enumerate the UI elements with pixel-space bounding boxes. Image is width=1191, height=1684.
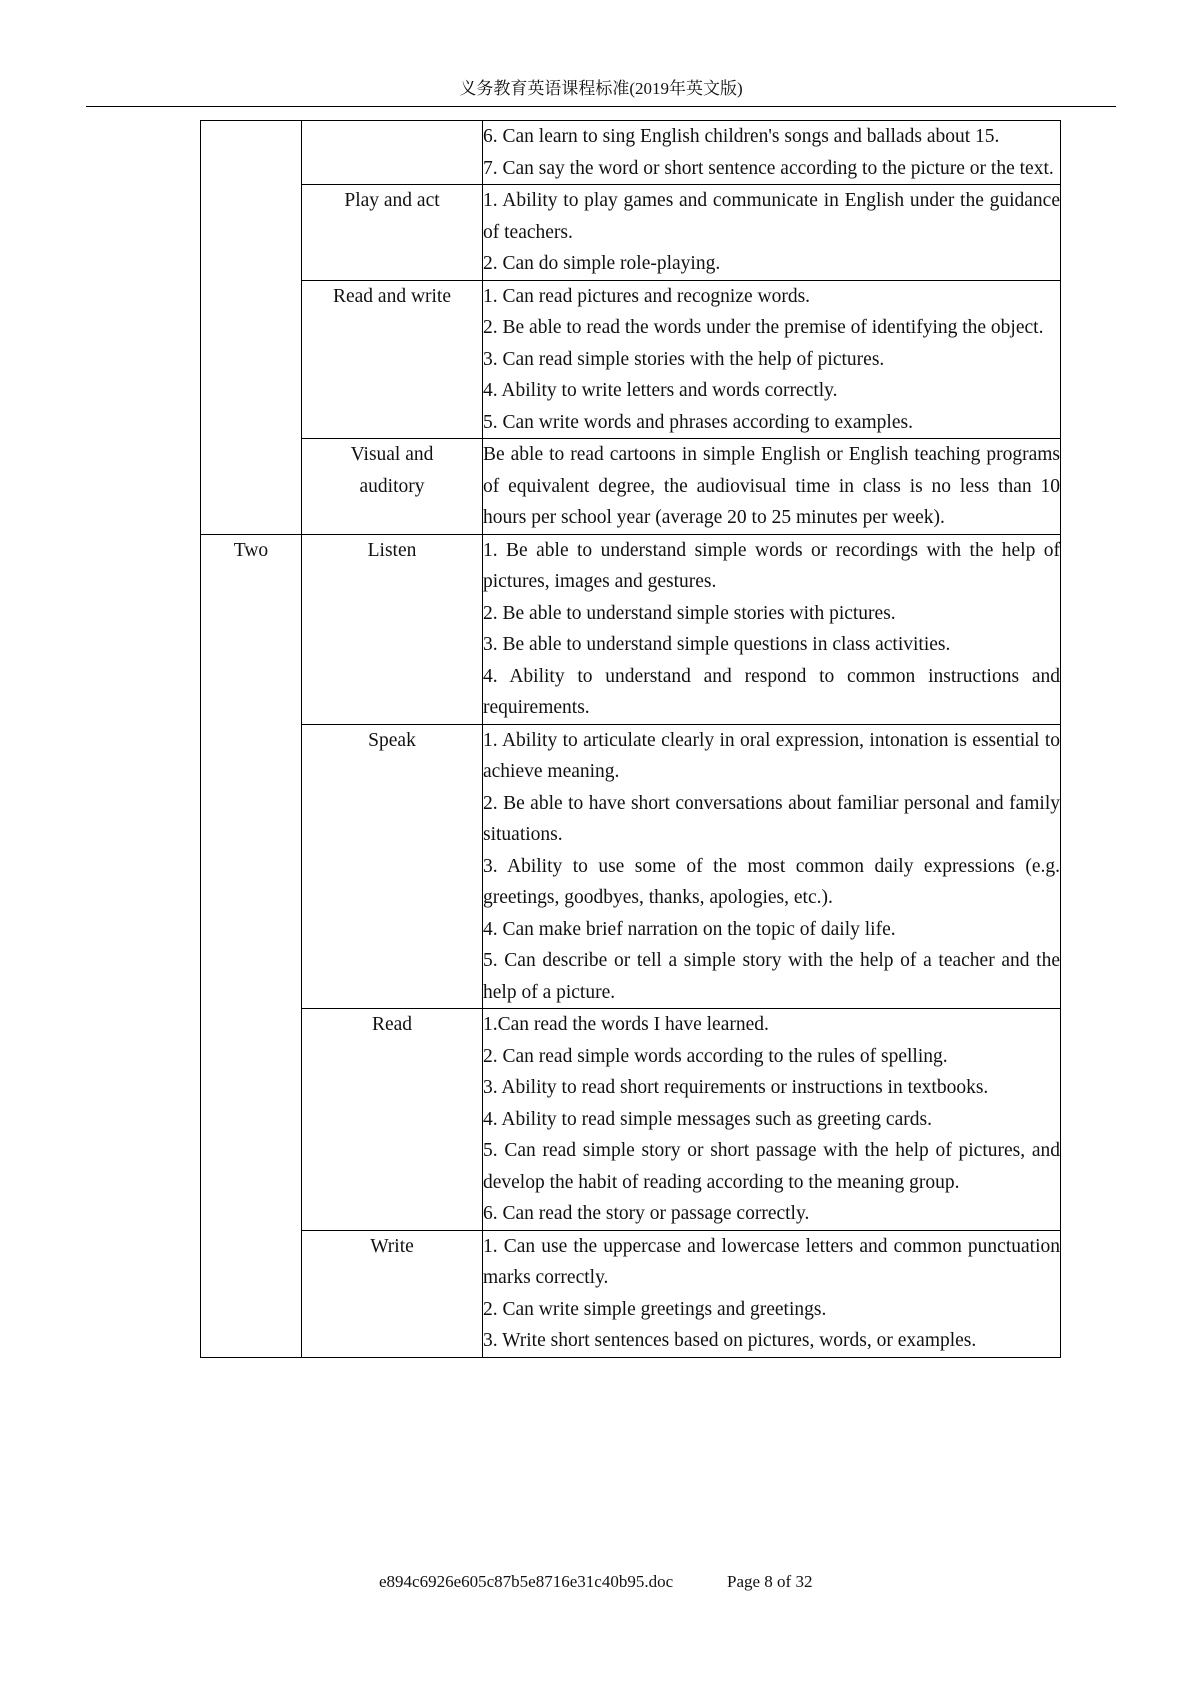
list-item: 2. Be able to understand simple stories with pictures. (483, 602, 896, 624)
table-row-speak (201, 724, 1061, 1009)
header-rule (86, 106, 1116, 107)
table-row-visual-and-auditory (201, 439, 1061, 535)
list-item: 5. Can read simple story or short passage with the help of pictures, and develop the habit of reading according to the meaning group. (483, 1140, 1060, 1193)
skill-cell-play-and-act: Play and act (302, 185, 483, 281)
content-cell-play-and-act (483, 185, 1061, 281)
table-row-continued (201, 121, 1061, 185)
list-item: 4. Ability to understand and respond to common instructions and requirements. (483, 665, 1060, 718)
list-item: 1. Ability to articulate clearly in oral expression, intonation is essential to achieve meaning. (483, 729, 1060, 782)
skill-cell-listen: Listen (302, 534, 483, 724)
list-item: 2. Can do simple role-playing. (483, 253, 721, 274)
skill-cell-visual-and-auditory (302, 439, 483, 535)
list-item: 1. Ability to play games and communicate in English under the guidance of teachers. (483, 190, 1060, 243)
skill-cell-speak: Speak (302, 724, 483, 1009)
table-row-write (201, 1230, 1061, 1357)
list-item: 2. Be able to have short conversations about familiar personal and family situations. (483, 792, 1060, 845)
list-item: 1. Can use the uppercase and lowercase letters and common punctuation marks correctly. (483, 1235, 1060, 1288)
content-cell-read (483, 1009, 1061, 1231)
content-cell-continued (483, 121, 1061, 185)
skill-cell-continued (302, 121, 483, 185)
skill-cell-read: Read (302, 1009, 483, 1231)
grade-cell-one-continued (201, 121, 302, 535)
list-item: 4. Ability to write letters and words correctly. (483, 380, 838, 401)
table-row-listen (201, 534, 1061, 724)
list-item: 5. Can describe or tell a simple story with the help of a teacher and the help of a picture. (483, 950, 1060, 1003)
list-item: 1.Can read the words I have learned. (483, 1014, 769, 1035)
list-item: 3. Can read simple stories with the help of pictures. (483, 348, 885, 370)
footer-filename: e894c6926e605c87b5e8716e31c40b95.doc (379, 1572, 674, 1591)
list-item: 4. Ability to read simple messages such as greeting cards. (483, 1108, 932, 1130)
table-row-read-and-write (201, 280, 1061, 439)
list-item: 5. Can write words and phrases according to examples. (483, 411, 913, 433)
list-item: 3. Ability to read short requirements or instructions in textbooks. (483, 1077, 989, 1098)
skill-label-line: auditory (359, 475, 425, 497)
list-item: 3. Be able to understand simple questions in class activities. (483, 634, 951, 655)
table-row-read (201, 1009, 1061, 1231)
curriculum-standards-table (200, 120, 1061, 1358)
list-item: 2. Can write simple greetings and greetings. (483, 1298, 827, 1320)
list-item: 1. Can read pictures and recognize words. (483, 285, 811, 307)
page-header-title: 义务教育英语课程标准(2019年英文版) (459, 79, 743, 98)
content-cell-write (483, 1230, 1061, 1357)
content-cell-read-and-write (483, 280, 1061, 439)
content-cell-speak (483, 724, 1061, 1009)
skill-cell-read-and-write: Read and write (302, 280, 483, 439)
skill-cell-write: Write (302, 1230, 483, 1357)
content-cell-listen (483, 534, 1061, 724)
skill-label-line: Visual and (350, 444, 434, 465)
list-item: 1. Be able to understand simple words or recordings with the help of pictures, images and gestures. (483, 539, 1060, 592)
content-cell-visual-and-auditory: Be able to read cartoons in simple English or English teaching programs of equivalent degree, the audiovisual time in class is no less than 10 hours per school year (average 20 to 25 minutes per week). (483, 439, 1061, 535)
list-item: 2. Can read simple words according to the rules of spelling. (483, 1045, 948, 1067)
grade-cell-two: Two (201, 534, 302, 1357)
list-item: 2. Be able to read the words under the premise of identifying the object. (483, 317, 1044, 338)
list-item: 4. Can make brief narration on the topic of daily life. (483, 918, 896, 940)
footer-page-number: Page 8 of 32 (727, 1572, 813, 1591)
list-item: 6. Can learn to sing English children's songs and ballads about 15. (483, 126, 1000, 147)
list-item: 3. Ability to use some of the most common daily expressions (e.g. greetings, goodbyes, thanks, apologies, etc.). (483, 855, 1060, 908)
list-item: 7. Can say the word or short sentence according to the picture or the text. (483, 157, 1054, 179)
table-row-play-and-act (201, 185, 1061, 281)
list-item: 6. Can read the story or passage correctly. (483, 1203, 810, 1224)
list-item: 3. Write short sentences based on pictures, words, or examples. (483, 1330, 977, 1351)
